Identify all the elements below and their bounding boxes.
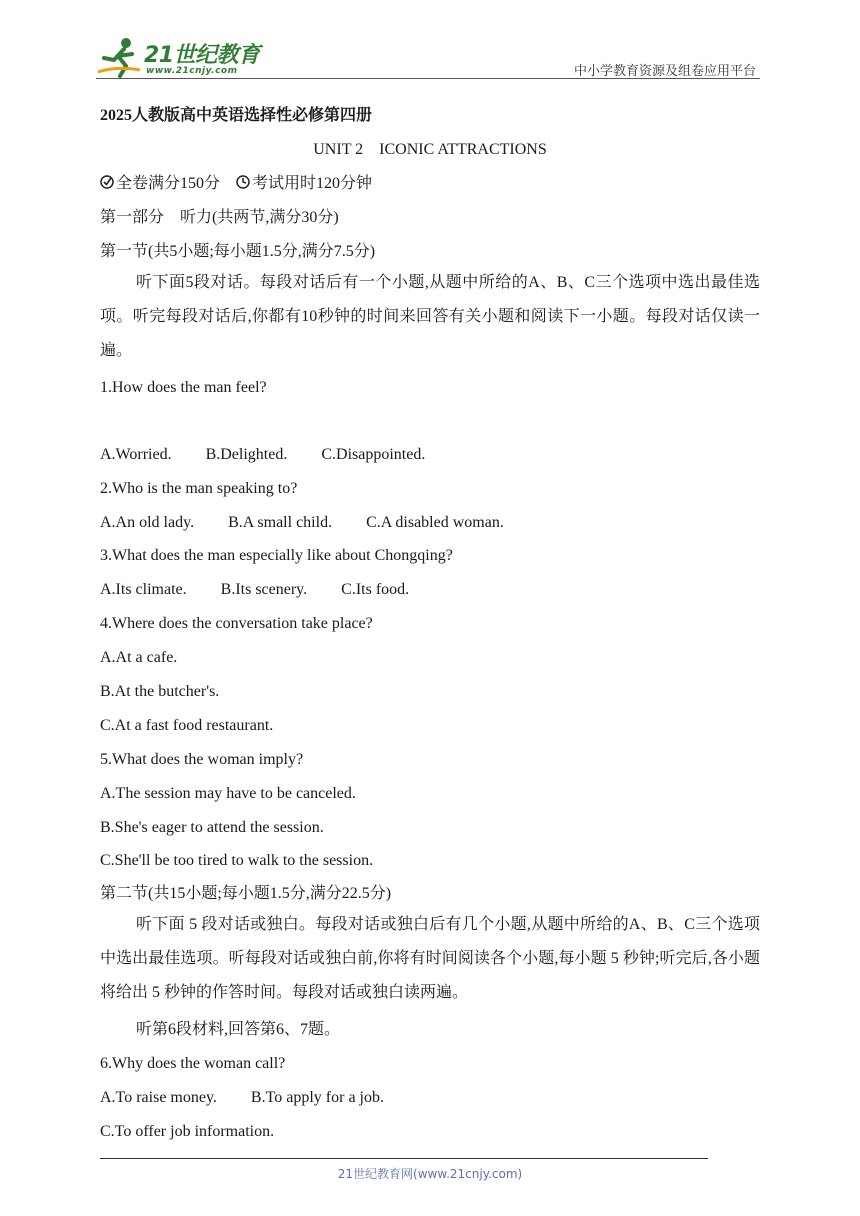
- option-c: C.She'll be too tired to walk to the session.: [100, 852, 374, 869]
- material-note: 听第6段材料,回答第6、7题。: [136, 1021, 341, 1038]
- section-one-heading: 第一节(共5小题;每小题1.5分,满分7.5分): [100, 243, 376, 260]
- section-one-instructions: 听下面5段对话。每段对话后有一个小题,从题中所给的A、B、C三个选项中选出最佳选项。听完每段对话后,你都有10秒钟的时间来回答有关小题和阅读下一小题。每段对话仅读一遍。: [100, 274, 760, 359]
- unit-title: UNIT 2 ICONIC ATTRACTIONS: [313, 141, 547, 158]
- option-c: C.Disappointed.: [321, 446, 426, 463]
- option-b: B.Delighted.: [205, 446, 288, 463]
- question-2-options: [100, 513, 538, 533]
- option-a: A.The session may have to be canceled.: [100, 785, 356, 802]
- question-1-options: [100, 445, 459, 465]
- option-c: C.A disabled woman.: [366, 514, 504, 531]
- page-header: [96, 30, 760, 78]
- check-circle-icon: [100, 175, 114, 189]
- section-two-instructions: 听下面 5 段对话或独白。每段对话或独白后有几个小题,从题中所给的A、B、C三个选项中选出最佳选项。听每段对话或独白前,你将有时间阅读各个小题,每小题 5 秒钟;听完后,各小题将给出 5 秒钟的作答时间。每段对话或独白读两遍。: [100, 916, 760, 1001]
- option-a: A.Its climate.: [100, 581, 187, 598]
- option-c: C.Its food.: [341, 581, 410, 598]
- option-b: B.Its scenery.: [220, 581, 308, 598]
- option-a: A.Worried.: [100, 446, 172, 463]
- question-3-options: [100, 580, 443, 600]
- option-a: A.At a cafe.: [100, 649, 178, 666]
- option-b: B.To apply for a job.: [250, 1089, 384, 1106]
- platform-name: 中小学教育资源及组卷应用平台: [573, 64, 756, 79]
- question-6-options: [100, 1088, 418, 1108]
- header-divider: [96, 78, 760, 79]
- document-title: 2025人教版高中英语选择性必修第四册: [100, 107, 373, 124]
- full-score: 全卷满分150分: [116, 175, 221, 192]
- option-a: A.An old lady.: [100, 514, 195, 531]
- logo-url: www.21cnjy.com: [146, 66, 238, 76]
- footer-divider: [100, 1158, 708, 1159]
- section-two-heading: 第二节(共15小题;每小题1.5分,满分22.5分): [100, 885, 392, 902]
- question-3: 3.What does the man especially like about Chongqing?: [100, 547, 453, 564]
- option-a: A.To raise money.: [100, 1089, 217, 1106]
- logo-text: 21世纪教育: [144, 43, 260, 68]
- option-c: C.At a fast food restaurant.: [100, 717, 274, 734]
- question-2: 2.Who is the man speaking to?: [100, 480, 298, 497]
- option-b: B.At the butcher's.: [100, 683, 220, 700]
- option-b: B.She's eager to attend the session.: [100, 819, 324, 836]
- part-one-heading: 第一部分 听力(共两节,满分30分): [100, 209, 339, 226]
- runner-logo-icon: [96, 36, 142, 78]
- option-b: B.A small child.: [228, 514, 333, 531]
- exam-info: [100, 174, 372, 194]
- site-logo: [96, 36, 266, 78]
- clock-icon: [236, 175, 250, 189]
- question-4: 4.Where does the conversation take place?: [100, 615, 373, 632]
- exam-time: 考试用时120分钟: [252, 175, 373, 192]
- question-6: 6.Why does the woman call?: [100, 1055, 286, 1072]
- page-footer: 21世纪教育网(www.21cnjy.com): [337, 1167, 523, 1181]
- question-5: 5.What does the woman imply?: [100, 751, 304, 768]
- question-1: 1.How does the man feel?: [100, 379, 267, 396]
- option-c: C.To offer job information.: [100, 1123, 275, 1140]
